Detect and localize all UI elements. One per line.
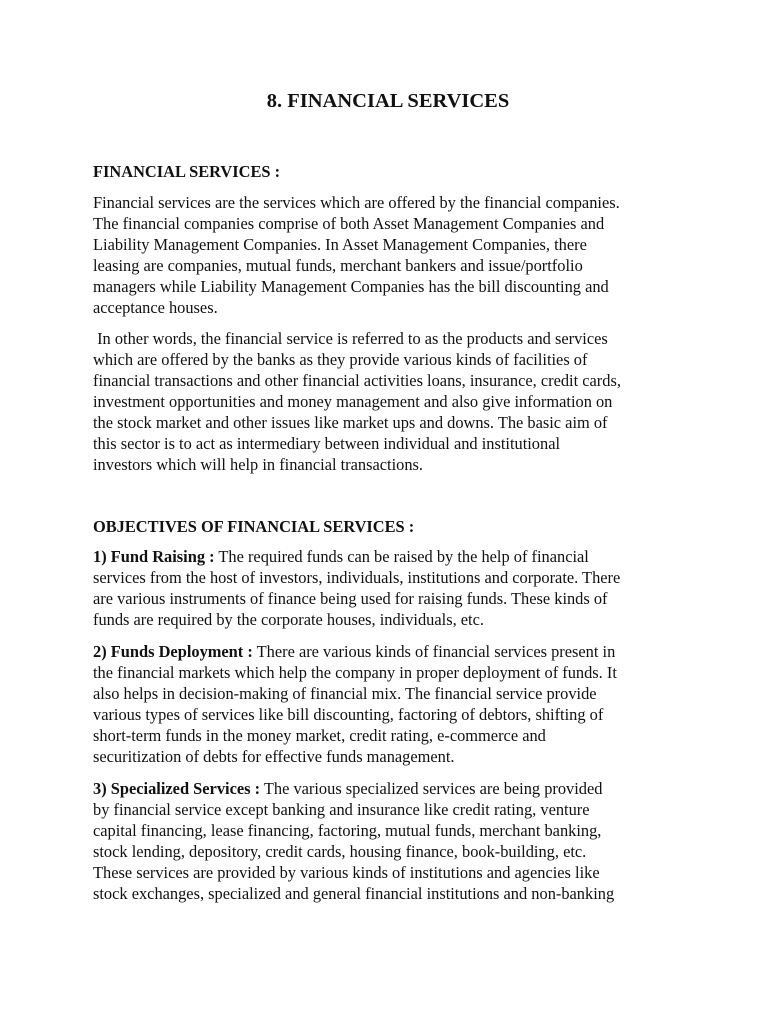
page-title: 8. FINANCIAL SERVICES	[266, 90, 510, 112]
paragraph-line: investment opportunities and money management and also give information on	[93, 392, 613, 411]
paragraph-line: These services are provided by various kinds of institutions and agencies like	[93, 863, 600, 882]
paragraph-line: stock exchanges, specialized and general financial institutions and non-banking	[93, 884, 615, 903]
list-item-funds-deployment	[93, 641, 615, 662]
section-heading-financial-services: FINANCIAL SERVICES :	[93, 162, 281, 181]
paragraph-line: The financial companies comprise of both Asset Management Companies and	[93, 214, 605, 233]
paragraph-line: services from the host of investors, individuals, institutions and corporate. There	[93, 568, 621, 587]
paragraph-line: capital financing, lease financing, factoring, mutual funds, merchant banking,	[93, 821, 602, 840]
list-item-specialized-services	[93, 778, 602, 799]
paragraph-line: are various instruments of finance being used for raising funds. These kinds of	[93, 589, 608, 608]
paragraph-line: the financial markets which help the company in proper deployment of funds. It	[93, 663, 617, 682]
paragraph-line: stock lending, depository, credit cards, housing finance, book-building, etc.	[93, 842, 587, 861]
list-item-label: 1) Fund Raising :	[93, 547, 215, 566]
paragraph-line: which are offered by the banks as they provide various kinds of facilities of	[93, 350, 588, 369]
list-item-label: 3) Specialized Services :	[93, 779, 261, 798]
list-item-label: 2) Funds Deployment :	[93, 642, 253, 661]
list-item-text: The required funds can be raised by the help of financial	[214, 547, 589, 566]
paragraph-line: securitization of debts for effective funds management.	[93, 747, 455, 766]
paragraph-line: the stock market and other issues like market ups and downs. The basic aim of	[93, 413, 608, 432]
paragraph-line: managers while Liability Management Companies has the bill discounting and	[93, 277, 609, 296]
list-item-text: There are various kinds of financial services present in	[252, 642, 616, 661]
paragraph-line: various types of services like bill discounting, factoring of debtors, shifting of	[93, 705, 604, 724]
paragraph-line: short-term funds in the money market, credit rating, e-commerce and	[93, 726, 546, 745]
paragraph-line: financial transactions and other financial activities loans, insurance, credit cards,	[93, 371, 621, 390]
paragraph-line: funds are required by the corporate houses, individuals, etc.	[93, 610, 484, 629]
paragraph-line: investors which will help in financial transactions.	[93, 455, 424, 474]
paragraph-line: also helps in decision-making of financial mix. The financial service provide	[93, 684, 597, 703]
list-item-text: The various specialized services are being provided	[260, 779, 603, 798]
paragraph-line: acceptance houses.	[93, 298, 218, 317]
paragraph-line: Liability Management Companies. In Asset Management Companies, there	[93, 235, 587, 254]
paragraph-line: Financial services are the services which are offered by the financial companies.	[93, 193, 620, 212]
paragraph-line: this sector is to act as intermediary between individual and institutional	[93, 434, 561, 453]
list-item-fund-raising	[93, 546, 589, 567]
paragraph-line: In other words, the financial service is referred to as the products and services	[93, 329, 608, 348]
paragraph-line: by financial service except banking and insurance like credit rating, venture	[93, 800, 590, 819]
paragraph-line: leasing are companies, mutual funds, merchant bankers and issue/portfolio	[93, 256, 583, 275]
section-heading-objectives: OBJECTIVES OF FINANCIAL SERVICES :	[93, 517, 415, 536]
